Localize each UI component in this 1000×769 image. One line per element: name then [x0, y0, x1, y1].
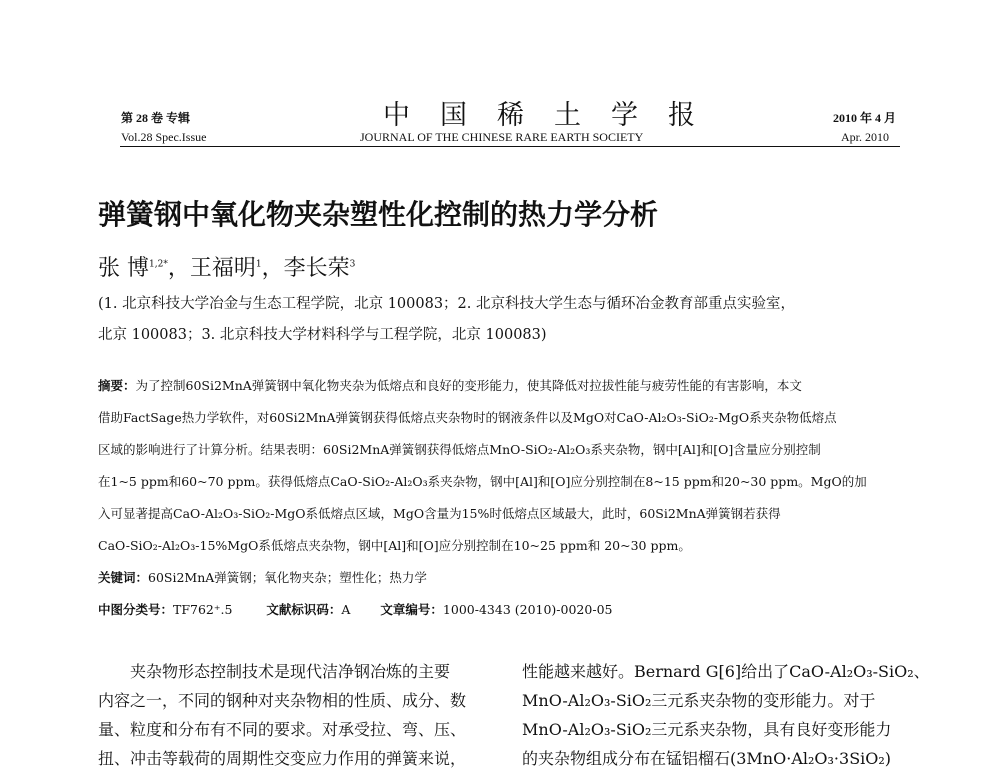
abstract-line: CaO-SiO₂-Al₂O₃-15%MgO系低熔点夹杂物，钢中[Al]和[O]应分别控制在10~25 ppm和 20~30 ppm。	[98, 538, 691, 553]
journal-title-en: JOURNAL OF THE CHINESE RARE EARTH SOCIETY	[360, 130, 644, 144]
author-list	[98, 251, 355, 282]
keywords-text: 60Si2MnA弹簧钢；氧化物夹杂；塑性化；热力学	[148, 570, 427, 585]
body-right-line: MnO-Al₂O₃-SiO₂三元系夹杂物，具有良好变形能力	[522, 720, 892, 739]
header-rule	[120, 146, 900, 147]
abstract-line: 入可显著提高CaO-Al₂O₃-SiO₂-MgO系低熔点区域，MgO含量为15%时低熔点区域最大，此时，60Si2MnA弹簧钢若获得	[98, 506, 781, 521]
author-name: 张 博	[98, 256, 149, 281]
article-no-label: 文章编号：	[380, 602, 443, 617]
body-left-line: 量、粒度和分布有不同的要求。对承受拉、弯、压、	[98, 720, 467, 739]
body-right-line: 性能越来越好。Bernard G[6]给出了CaO-Al₂O₃-SiO₂、	[522, 662, 930, 681]
author-mark: 1,2*	[149, 259, 168, 270]
body-right-line: MnO-Al₂O₃-SiO₂三元系夹杂物的变形能力。对于	[522, 691, 876, 710]
abstract-text: 为了控制60Si2MnA弹簧钢中氧化物夹杂为低熔点和良好的变形能力，使其降低对拉拔性能与疲劳性能的有害影响，本文	[135, 378, 802, 393]
body-right-line: 的夹杂物组成分布在锰铝榴石(3MnO·Al₂O₃·3SiO₂)	[522, 749, 892, 768]
clc-label: 中图分类号：	[98, 602, 174, 617]
clc-value: TF762⁺.5	[173, 602, 233, 617]
keywords-label: 关键词：	[98, 570, 149, 585]
affiliation-line: (1. 北京科技大学冶金与生态工程学院，北京 100083；2. 北京科技大学生态与循环冶金教育部重点实验室，	[98, 296, 796, 312]
body-left-line: 内容之一，不同的钢种对夹杂物相的性质、成分、数	[98, 691, 467, 710]
doc-code-value: A	[341, 602, 351, 617]
author-mark: 3	[349, 259, 356, 270]
classification	[98, 600, 612, 618]
abstract-label: 摘要：	[98, 378, 136, 393]
body-left-line: 扭、冲击等载荷的周期性交变应力作用的弹簧来说，	[98, 749, 467, 768]
volume-en: Vol.28 Spec.Issue	[121, 130, 207, 144]
journal-title-cn: 中国稀土学报	[383, 100, 725, 131]
keywords	[98, 568, 427, 586]
date-cn: 2010 年 4 月	[833, 111, 897, 125]
author-name: 李长荣	[283, 256, 350, 281]
abstract-line	[98, 376, 802, 394]
doc-code-label: 文献标识码：	[266, 602, 342, 617]
article-title: 弹簧钢中氧化物夹杂塑性化控制的热力学分析	[98, 198, 659, 231]
date-en: Apr. 2010	[841, 130, 889, 144]
body-left-line: 夹杂物形态控制技术是现代洁净钢冶炼的主要	[130, 662, 451, 681]
abstract-line: 借助FactSage热力学软件，对60Si2MnA弹簧钢获得低熔点夹杂物时的钢液条件以及MgO对CaO-Al₂O₃-SiO₂-MgO系夹杂物低熔点	[98, 410, 837, 425]
author-name: 王福明	[189, 256, 256, 281]
article-no-value: 1000-4343 (2010)-0020-05	[442, 602, 613, 617]
affiliation-line: 北京 100083；3. 北京科技大学材料科学与工程学院，北京 100083)	[98, 327, 547, 343]
abstract-line: 在1~5 ppm和60~70 ppm。获得低熔点CaO-SiO₂-Al₂O₃系夹杂物，钢中[Al]和[O]应分别控制在8~15 ppm和20~30 ppm。MgO的加	[98, 474, 867, 489]
author-mark: 1	[255, 259, 262, 270]
author-sep: ，	[261, 256, 284, 281]
abstract-line: 区域的影响进行了计算分析。结果表明：60Si2MnA弹簧钢获得低熔点MnO-SiO₂-Al₂O₃系夹杂物，钢中[Al]和[O]含量应分别控制	[98, 442, 821, 457]
volume-cn: 第 28 卷 专辑	[121, 111, 191, 125]
author-sep: ，	[167, 256, 190, 281]
